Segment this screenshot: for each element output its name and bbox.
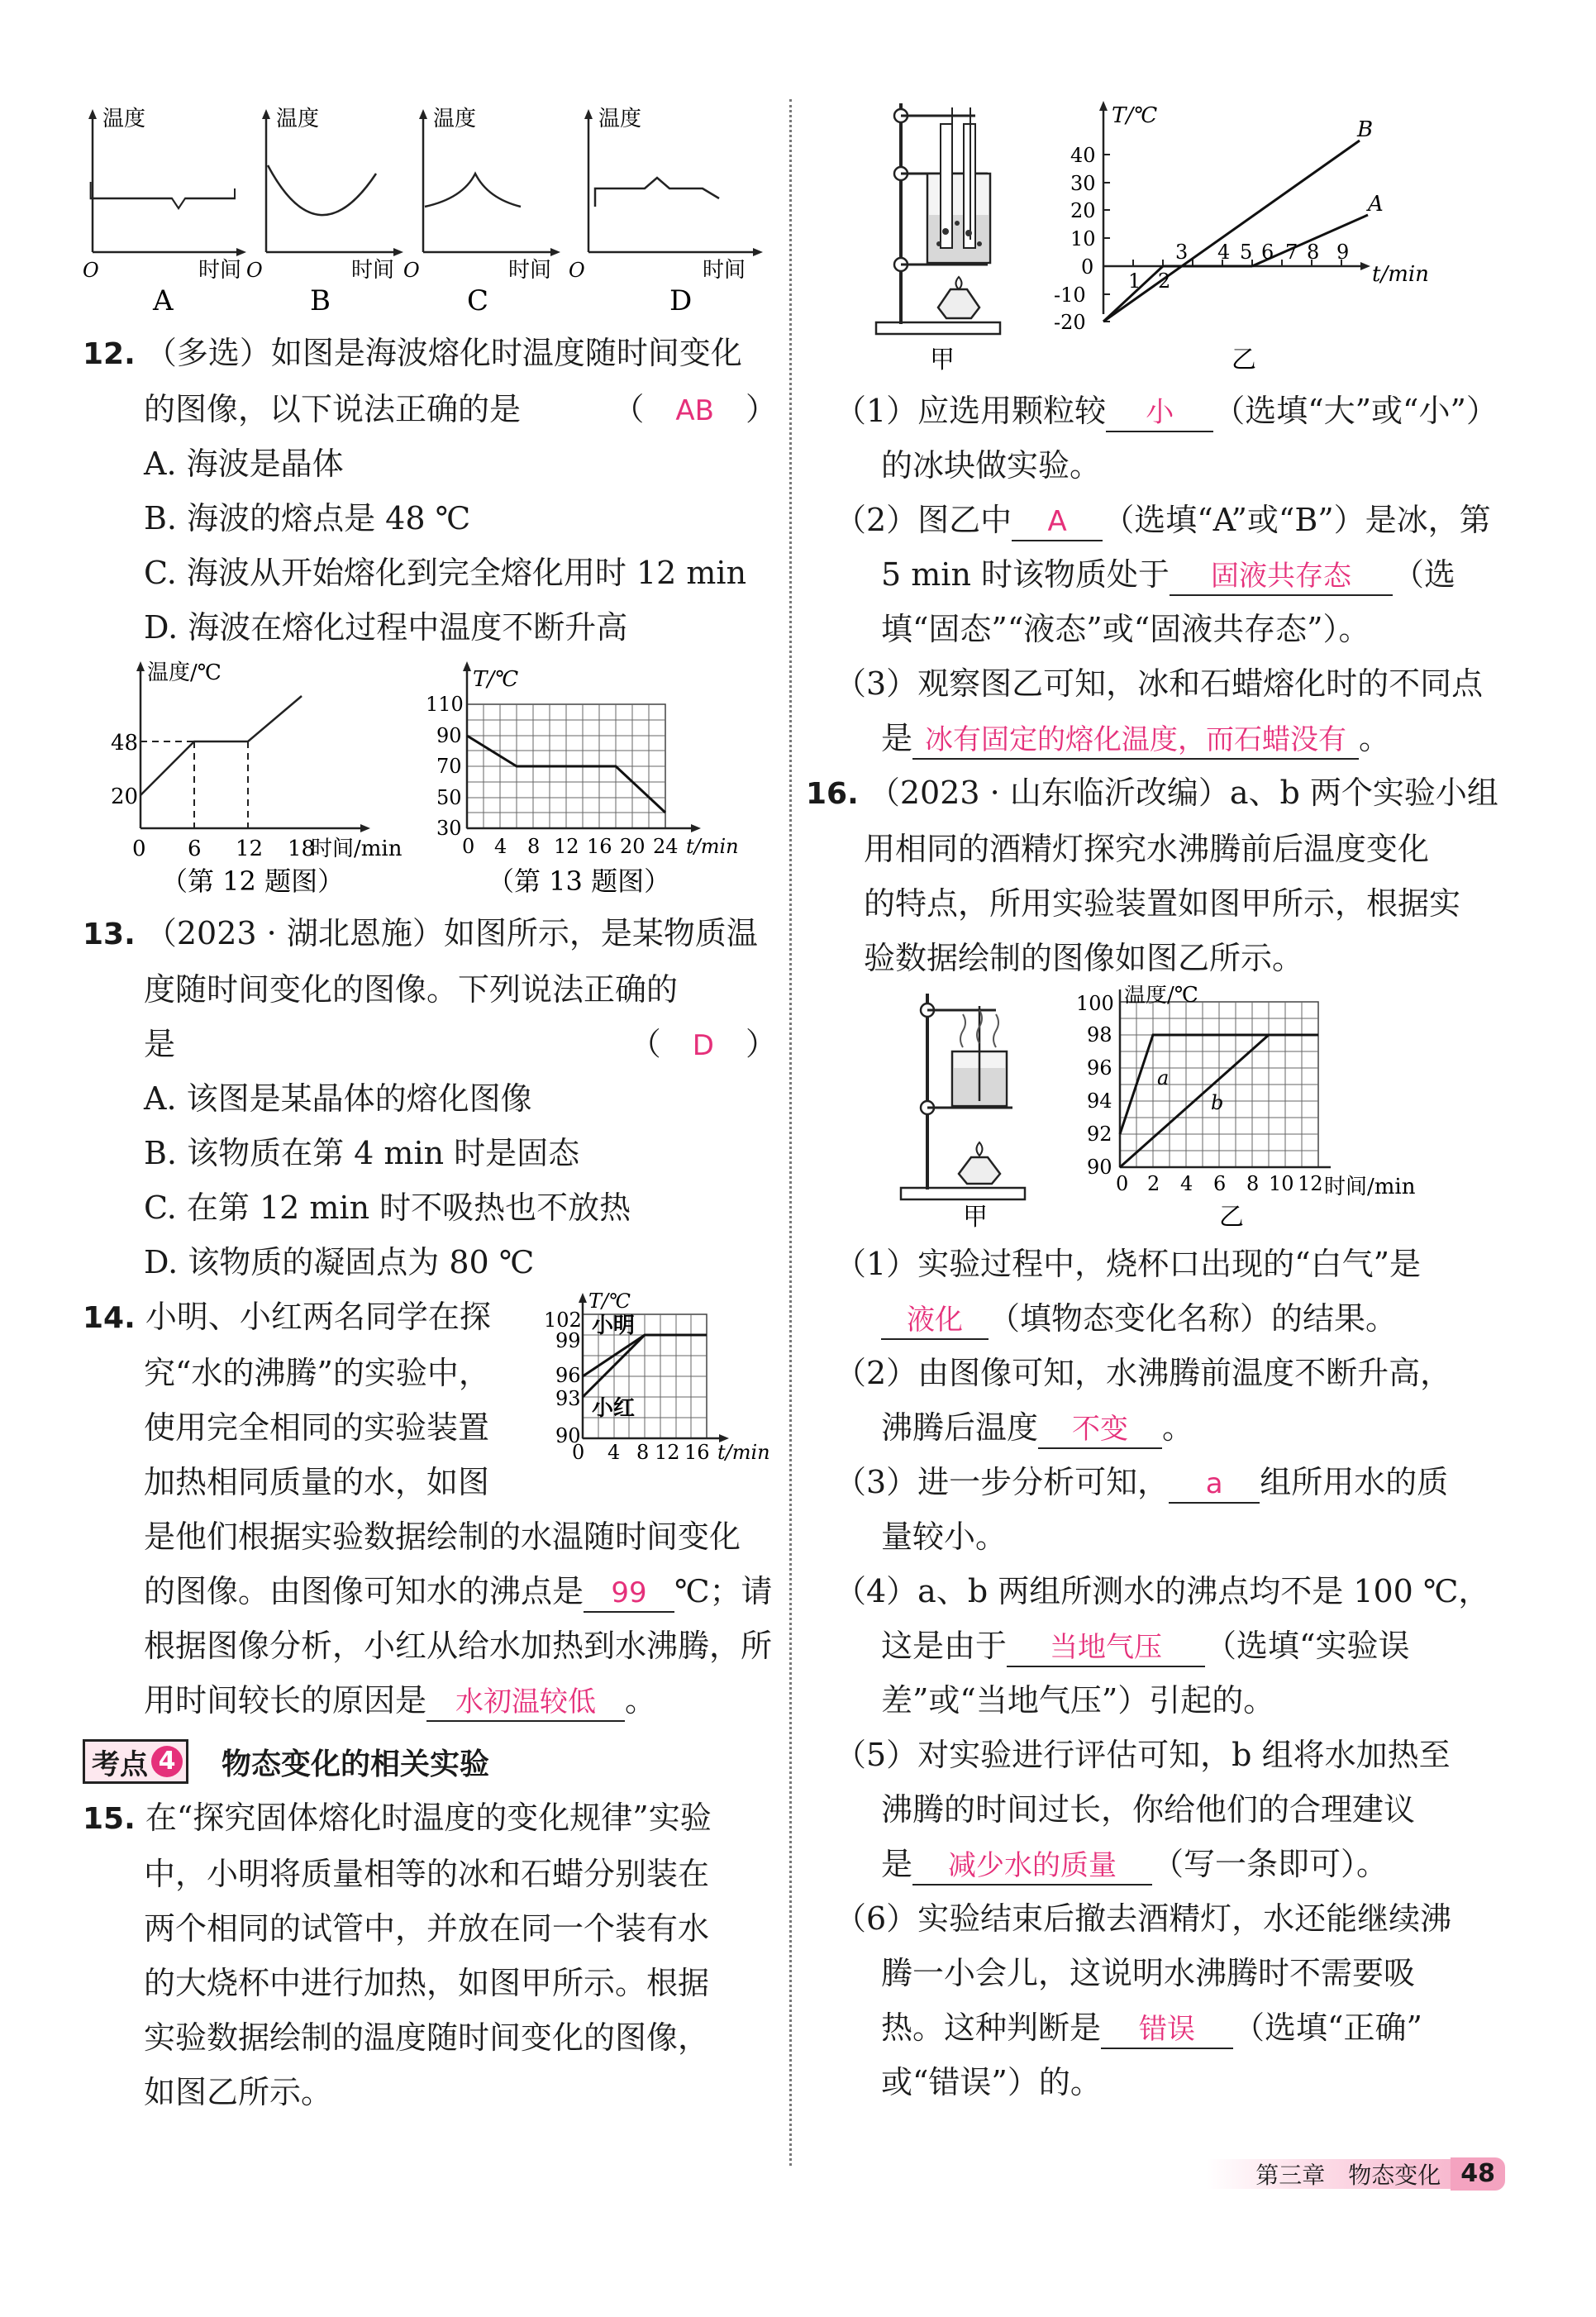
q15-series-a: A <box>1368 192 1384 217</box>
q14-boiling-point-blank: 99 <box>584 1575 674 1613</box>
q15-graph-ytick-20: 20 <box>1070 199 1096 222</box>
q13-graph-xtick-4: 4 <box>494 835 507 858</box>
q16-fig-label-yi: 乙 <box>1219 1203 1244 1232</box>
q16-graph-xlabel: 时间/min <box>1324 1175 1416 1199</box>
q16-graph-xtick-12: 12 <box>1298 1172 1323 1195</box>
q16-s6a: （6）实验结束后撤去酒精灯，水还能继续沸 <box>835 1900 1452 1937</box>
q16-graph-ytick-90: 90 <box>1087 1156 1112 1179</box>
q12-graph-caption: （第 12 题图） <box>161 865 345 897</box>
kaodian-badge: 考点 4 <box>83 1739 188 1784</box>
q15-s2-blank2: 固液共存态 <box>1170 558 1393 596</box>
q16-s5-blank: 减少水的质量 <box>912 1847 1152 1886</box>
graph-d-ylabel: 温度 <box>598 107 642 131</box>
q15-s2e: 填“固态”“液态”或“固液共存态”）。 <box>881 611 1370 647</box>
q15-graph-ytick-0: 0 <box>1081 255 1094 279</box>
q14-graph-ytick-102: 102 <box>544 1309 582 1332</box>
q16-series-a: a <box>1157 1066 1170 1089</box>
q13-answer: D <box>692 1029 714 1062</box>
q16-s6d: （选填“正确” <box>1233 2009 1422 2046</box>
q14-graph-xtick-0: 0 <box>572 1441 585 1464</box>
question-number: 15. <box>83 1802 136 1836</box>
q14-text-6a: 的图像。由图像可知水的沸点是 <box>144 1573 584 1609</box>
q15-graph-ytick-10: 10 <box>1070 227 1096 250</box>
q14-series-xiaoming: 小明 <box>592 1313 636 1338</box>
graph-a-ylabel: 温度 <box>102 107 146 131</box>
q16-s2-blank: 不变 <box>1038 1411 1162 1449</box>
q14-graph-ytick-96: 96 <box>555 1364 581 1387</box>
graph-d-xlabel: 时间 <box>703 258 746 283</box>
q12-answer: AB <box>675 394 714 427</box>
q14-reason-blank: 水初温较低 <box>426 1684 625 1722</box>
q13-graph-xtick-8: 8 <box>527 835 541 858</box>
question-number: 12. <box>83 337 136 371</box>
q14-graph-xtick-8: 8 <box>636 1441 650 1464</box>
answer-paren: （ AB ） <box>612 391 777 427</box>
q13-graph-ytick-30: 30 <box>436 817 462 840</box>
q13-option-a: A. 该图是某晶体的熔化图像 <box>144 1080 532 1117</box>
q15-graph-yi <box>1054 101 1429 374</box>
q16-fig-label-jia: 甲 <box>963 1203 988 1232</box>
q14-text-8a: 用时间较长的原因是 <box>144 1682 427 1719</box>
q16-graph-xtick-10: 10 <box>1269 1172 1294 1195</box>
q15-text-6: 如图乙所示。 <box>144 2074 333 2110</box>
q12-graph-xtick-12: 12 <box>236 837 264 861</box>
q13-graph-caption: （第 13 题图） <box>488 865 671 897</box>
right-column <box>806 91 1513 2110</box>
q15-graph-ytick-40: 40 <box>1070 144 1096 167</box>
graph-a-letter: A <box>153 284 174 317</box>
q15-text-5: 实验数据绘制的温度随时间变化的图像， <box>144 2019 710 2056</box>
q14-graph-ylabel: T/℃ <box>588 1290 631 1313</box>
q14-text-7: 根据图像分析，小红从给水加热到水沸腾，所 <box>144 1628 773 1664</box>
q16-s3a: （3）进一步分析可知， <box>835 1464 1170 1500</box>
q16-s1b: （填物态变化名称）的结果。 <box>989 1300 1398 1337</box>
q14-series-xiaohong: 小红 <box>592 1396 636 1421</box>
q16-graph-xtick-2: 2 <box>1147 1172 1160 1195</box>
q16-series-b: b <box>1211 1091 1224 1114</box>
q16-graph-xtick-6: 6 <box>1213 1172 1227 1195</box>
q14-text-5: 是他们根据实验数据绘制的水温随时间变化 <box>144 1518 741 1555</box>
graph-d-origin: O <box>569 259 585 282</box>
section-title: 物态变化的相关实验 <box>222 1747 490 1781</box>
q16-graph-ytick-92: 92 <box>1087 1123 1112 1146</box>
q15-graph-ytick-neg20: -20 <box>1054 311 1086 334</box>
q12-option-b: B. 海波的熔点是 48 ℃ <box>144 500 471 536</box>
q14-graph-xtick-16: 16 <box>684 1441 710 1464</box>
q13-graph-xtick-12: 12 <box>554 835 579 858</box>
q16-graph-xtick-0: 0 <box>1116 1172 1129 1195</box>
q15-fig-label-yi: 乙 <box>1232 346 1256 374</box>
q15-figures <box>835 91 1513 380</box>
q13-option-b: B. 该物质在第 4 min 时是固态 <box>144 1135 580 1171</box>
q15-s1a: （1）应选用颗粒较 <box>835 393 1107 429</box>
q15-graph-xtick-5: 5 <box>1240 241 1253 264</box>
q16-s5d: （写一条即可）。 <box>1152 1846 1389 1882</box>
q14-graph-ytick-90: 90 <box>555 1424 581 1447</box>
q15-graph-ylabel: T/℃ <box>1112 103 1158 128</box>
q12-graph-ytick-48: 48 <box>111 731 139 756</box>
q12-graph-ytick-20: 20 <box>111 784 139 809</box>
q16-s4d: 差”或“当地气压”）引起的。 <box>881 1682 1275 1719</box>
q15-s2a: （2）图乙中 <box>835 502 1012 538</box>
q13-graph <box>426 661 739 897</box>
question-13 <box>83 906 777 1290</box>
q15-text-1: 在“探究固体熔化时温度的变化规律”实验 <box>145 1800 712 1836</box>
q16-graph-ytick-98: 98 <box>1087 1023 1112 1046</box>
q12-graph-ylabel: 温度/℃ <box>147 660 222 685</box>
graph-d-letter: D <box>669 284 693 317</box>
q16-s3b: 组所用水的质 <box>1260 1464 1449 1500</box>
q14-text-3: 使用完全相同的实验装置 <box>144 1409 490 1446</box>
q16-s4-blank: 当地气压 <box>1007 1629 1205 1667</box>
q12-text-2: 的图像，以下说法正确的是 <box>144 391 522 427</box>
q15-text-2: 中，小明将质量相等的冰和石蜡分别装在 <box>144 1856 710 1892</box>
q16-figures <box>835 985 1513 1233</box>
q12-option-c: C. 海波从开始熔化到完全熔化用时 12 min <box>144 555 747 591</box>
q11-graphs <box>83 91 777 322</box>
q12-text-1: （多选）如图是海波熔化时温度随时间变化 <box>145 335 742 371</box>
graph-c-ylabel: 温度 <box>433 107 477 131</box>
q16-s5a: （5）对实验进行评估可知，b 组将水加热至 <box>835 1737 1451 1773</box>
graph-c-letter: C <box>467 284 489 317</box>
chapter-title: 第三章 物态变化 <box>1206 2159 1451 2189</box>
q15-subquestions <box>835 384 1513 765</box>
q15-s1c: 的冰块做实验。 <box>881 447 1102 484</box>
q15-graph-xlabel: t/min <box>1372 262 1429 287</box>
q16-apparatus-jia <box>901 994 1025 1232</box>
graph-b-origin: O <box>246 259 263 282</box>
q16-text-1: （2023 · 山东临沂改编）a、b 两个实验小组 <box>868 775 1498 811</box>
graph-c-origin: O <box>403 259 420 282</box>
q16-graph-ytick-96: 96 <box>1087 1056 1112 1080</box>
q14-graph-xtick-12: 12 <box>655 1441 680 1464</box>
q13-text-2: 度随时间变化的图像。下列说法正确的 <box>144 971 679 1008</box>
graph-d <box>569 107 763 317</box>
q16-graph-yi <box>1076 985 1416 1232</box>
q15-graph-xtick-1: 1 <box>1128 269 1141 293</box>
q14-text-4: 加热相同质量的水，如图 <box>144 1464 490 1500</box>
graph-b <box>246 107 403 317</box>
q15-graph-xtick-2: 2 <box>1158 269 1171 293</box>
page-number: 48 <box>1451 2157 1505 2191</box>
q12-option-a: A. 海波是晶体 <box>144 446 344 482</box>
q16-graph-xtick-8: 8 <box>1246 1172 1260 1195</box>
q16-s6e: 或“错误”）的。 <box>881 2064 1102 2100</box>
q15-s3-blank: 冰有固定的熔化温度，而石蜡没有 <box>912 722 1359 760</box>
q15-fig-label-jia: 甲 <box>930 346 955 374</box>
q15-s1-blank: 小 <box>1106 394 1213 432</box>
q16-text-3: 的特点，所用实验装置如图甲所示，根据实 <box>864 885 1461 922</box>
q12-q13-graphs <box>83 655 777 903</box>
q12-graph-xlabel: 时间/min <box>311 837 403 861</box>
q16-s2b: 沸腾后温度 <box>881 1409 1039 1446</box>
q16-text-2: 用相同的酒精灯探究水沸腾前后温度变化 <box>864 831 1430 867</box>
q14-text-1: 小明、小红两名同学在探 <box>145 1299 491 1335</box>
question-number: 16. <box>806 777 859 811</box>
q15-apparatus-jia <box>876 103 1000 374</box>
q13-graph-xtick-16: 16 <box>587 835 612 858</box>
q16-graph-ylabel: 温度/℃ <box>1124 985 1198 1008</box>
q14-graph-ytick-93: 93 <box>555 1387 581 1410</box>
q15-text-4: 的大烧杯中进行加热，如图甲所示。根据 <box>144 1965 710 2001</box>
q16-subquestions <box>835 1237 1513 2110</box>
q16-text-4: 验数据绘制的图像如图乙所示。 <box>864 940 1304 976</box>
q13-graph-xtick-0: 0 <box>462 835 475 858</box>
question-12 <box>83 326 777 655</box>
q15-text-3: 两个相同的试管中，并放在同一个装有水 <box>144 1910 710 1947</box>
q15-graph-xtick-8: 8 <box>1307 241 1320 264</box>
q15-s1b: （选填“大”或“小”） <box>1213 393 1498 429</box>
q13-graph-ylabel: T/℃ <box>473 667 519 692</box>
q13-graph-xtick-20: 20 <box>620 835 646 858</box>
q13-text-1: （2023 · 湖北恩施）如图所示，是某物质温 <box>145 915 758 951</box>
q13-graph-xtick-24: 24 <box>653 835 679 858</box>
q16-graph-xtick-4: 4 <box>1180 1172 1193 1195</box>
q14-text-8b: 。 <box>625 1682 657 1719</box>
q15-s3c: 。 <box>1359 720 1391 756</box>
q15-graph-xtick-6: 6 <box>1261 241 1274 264</box>
question-number: 13. <box>83 918 136 951</box>
answer-paren: （ D ） <box>629 1026 777 1062</box>
q12-graph-xtick-6: 6 <box>188 837 202 861</box>
q14-graph <box>512 1290 777 1504</box>
section-header <box>83 1738 777 1785</box>
q15-s2d: （选 <box>1393 556 1456 593</box>
question-14 <box>83 1290 777 1728</box>
graph-a <box>83 107 246 317</box>
q13-graph-ytick-110: 110 <box>426 693 464 716</box>
q16-s6-blank: 错误 <box>1101 2011 1233 2049</box>
q13-graph-xlabel: t/min <box>686 835 739 858</box>
q16-s1a: （1）实验过程中，烧杯口出现的“白气”是 <box>835 1246 1422 1282</box>
q13-option-c: C. 在第 12 min 时不吸热也不放热 <box>144 1189 631 1226</box>
q13-graph-ytick-70: 70 <box>436 755 462 778</box>
q12-option-d: D. 海波在熔化过程中温度不断升高 <box>144 609 628 646</box>
q16-s5b: 沸腾的时间过长，你给他们的合理建议 <box>881 1791 1416 1828</box>
q15-s3b: 是 <box>881 720 913 756</box>
q16-s1-blank: 液化 <box>881 1302 989 1340</box>
graph-c-xlabel: 时间 <box>508 258 552 283</box>
q13-text-3: 是 <box>144 1026 176 1062</box>
graph-b-xlabel: 时间 <box>351 258 395 283</box>
q16-s3c: 量较小。 <box>881 1518 1008 1555</box>
q12-graph <box>111 660 403 897</box>
question-number: 14. <box>83 1301 136 1335</box>
graph-a-xlabel: 时间 <box>198 258 242 283</box>
q14-graph-xlabel: t/min <box>717 1441 770 1464</box>
graph-b-letter: B <box>310 284 331 317</box>
q13-graph-ytick-50: 50 <box>436 786 462 809</box>
q15-graph-xtick-7: 7 <box>1285 241 1298 264</box>
q16-s4b: 这是由于 <box>881 1628 1008 1664</box>
left-column <box>83 91 777 2119</box>
q15-graph-xtick-3: 3 <box>1175 241 1189 264</box>
q15-s2-blank: A <box>1012 503 1103 541</box>
q16-s4c: （选填“实验误 <box>1205 1628 1410 1664</box>
q16-s2c: 。 <box>1162 1409 1194 1446</box>
page-footer <box>1206 2157 1505 2191</box>
q15-graph-ytick-neg10: -10 <box>1054 284 1086 307</box>
q16-s5c: 是 <box>881 1846 913 1882</box>
q15-s2b: （选填“A”或“B”）是冰，第 <box>1103 502 1491 538</box>
q16-s2a: （2）由图像可知，水沸腾前温度不断升高， <box>835 1355 1452 1391</box>
graph-a-origin: O <box>83 259 99 282</box>
q16-s6b: 腾一小会儿，这说明水沸腾时不需要吸 <box>881 1955 1416 1991</box>
q14-graph-ytick-99: 99 <box>555 1329 581 1352</box>
q15-s3a: （3）观察图乙可知，冰和石蜡熔化时的不同点 <box>835 665 1484 702</box>
graph-c <box>403 107 560 317</box>
q16-graph-ytick-94: 94 <box>1087 1089 1112 1113</box>
question-15 <box>83 1790 777 2119</box>
q15-graph-ytick-30: 30 <box>1070 172 1096 195</box>
question-16 <box>806 765 1513 985</box>
q16-s4a: （4）a、b 两组所测水的沸点均不是 100 ℃， <box>835 1573 1490 1609</box>
q16-s3-blank: a <box>1169 1466 1260 1504</box>
graph-b-ylabel: 温度 <box>276 107 320 131</box>
q15-graph-xtick-9: 9 <box>1336 241 1350 264</box>
q14-text-2: 究“水的沸腾”的实验中， <box>144 1355 490 1391</box>
q16-graph-ytick-100: 100 <box>1076 992 1114 1015</box>
kaodian-number: 4 <box>151 1746 183 1777</box>
q13-option-d: D. 该物质的凝固点为 80 ℃ <box>144 1244 535 1280</box>
q12-graph-xtick-0: 0 <box>132 837 146 861</box>
q15-graph-xtick-4: 4 <box>1217 241 1231 264</box>
q14-text-6b: ℃；请 <box>674 1573 773 1609</box>
q15-series-b: B <box>1357 117 1374 142</box>
q14-graph-xtick-4: 4 <box>607 1441 621 1464</box>
q15-s2c: 5 min 时该物质处于 <box>881 556 1170 593</box>
q13-graph-ytick-90: 90 <box>436 724 462 747</box>
q16-s6c: 热。这种判断是 <box>881 2009 1102 2046</box>
column-divider <box>789 99 792 2166</box>
q12-graph-xtick-18: 18 <box>288 837 316 861</box>
